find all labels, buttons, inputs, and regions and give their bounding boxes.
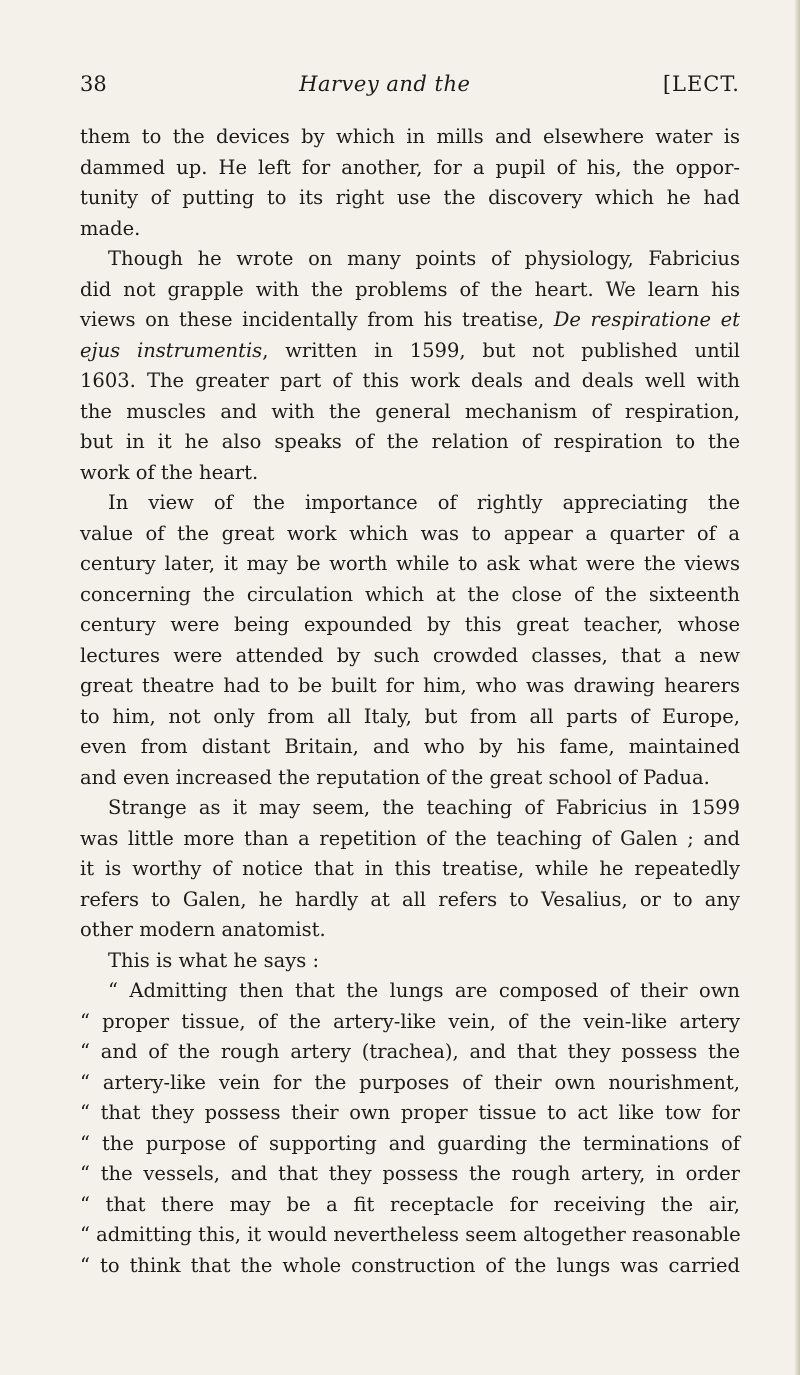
text-line: other modern anatomist.: [80, 918, 326, 941]
page-header: [80, 72, 740, 112]
text-line: it is worthy of notice that in this treatise, while he repeatedly: [80, 857, 740, 880]
text-line: views on these incidentally from his treatise, De respiratione et: [80, 308, 740, 331]
text-line: “ that there may be a fit receptacle for receiving the air,: [80, 1192, 740, 1216]
text-line: lectures were attended by such crowded classes, that a new: [80, 643, 740, 667]
page-edge: [794, 0, 800, 1375]
text-line: refers to Galen, he hardly at all refers to Vesalius, or to any: [80, 887, 740, 911]
text-line: even from distant Britain, and who by his fame, maintained: [80, 735, 740, 758]
text-line: “ and of the rough artery (trachea), and that they possess the: [80, 1040, 740, 1063]
text-line: ejus instrumentis, written in 1599, but not published until: [80, 338, 740, 362]
text-line: but in it he also speaks of the relation of respiration to the: [80, 430, 740, 453]
text-line: In view of the importance of rightly appreciating the: [108, 491, 740, 514]
text-line: “ artery-like vein for the purposes of their own nourishment,: [80, 1070, 740, 1094]
text-line: and even increased the reputation of the great school of Padua.: [80, 765, 710, 789]
page-number: 38: [80, 72, 107, 96]
text-line: Strange as it may seem, the teaching of Fabricius in 1599: [108, 796, 740, 819]
text-line: century were being expounded by this great teacher, whose: [80, 613, 740, 636]
text-line: Though he wrote on many points of physiology, Fabricius: [108, 247, 740, 270]
text-line: “ to think that the whole construction of the lungs was carried: [80, 1253, 740, 1277]
text-line: century later, it may be worth while to ask what were the views: [80, 552, 740, 575]
text-line: “ proper tissue, of the artery-like vein, of the vein-like artery: [80, 1009, 740, 1033]
text-line: This is what he says :: [108, 948, 320, 972]
text-line: dammed up. He left for another, for a pupil of his, the oppor-: [80, 155, 740, 179]
text-line: concerning the circulation which at the close of the sixteenth: [80, 582, 740, 606]
text-line: “ admitting this, it would nevertheless seem altogether reasonable: [80, 1223, 741, 1246]
text-line: “ the purpose of supporting and guarding the terminations of: [80, 1131, 740, 1155]
text-line: to him, not only from all Italy, but from all parts of Europe,: [80, 704, 740, 728]
text-line: the muscles and with the general mechanism of respiration,: [80, 399, 740, 423]
running-title: Harvey and the: [299, 72, 471, 96]
text-line: value of the great work which was to appear a quarter of a: [80, 521, 740, 545]
text-line: great theatre had to be built for him, who was drawing hearers: [80, 674, 740, 697]
body-text: [80, 122, 740, 1281]
text-line: was little more than a repetition of the teaching of Galen ; and: [80, 826, 740, 850]
section-marker: [LECT.: [662, 72, 740, 96]
text-line: 1603. The greater part of this work deals and deals well with: [80, 369, 740, 392]
text-line: work of the heart.: [80, 460, 259, 484]
book-page: [80, 72, 740, 1281]
text-line: did not grapple with the problems of the heart. We learn his: [80, 277, 740, 301]
text-line: them to the devices by which in mills and elsewhere water is: [80, 125, 740, 148]
text-line: made.: [80, 216, 141, 240]
text-line: “ that they possess their own proper tissue to act like tow for: [80, 1101, 740, 1124]
text-line: “ the vessels, and that they possess the rough artery, in order: [80, 1162, 740, 1185]
text-line: tunity of putting to its right use the discovery which he had: [80, 186, 740, 209]
text-line: “ Admitting then that the lungs are composed of their own: [108, 979, 740, 1002]
